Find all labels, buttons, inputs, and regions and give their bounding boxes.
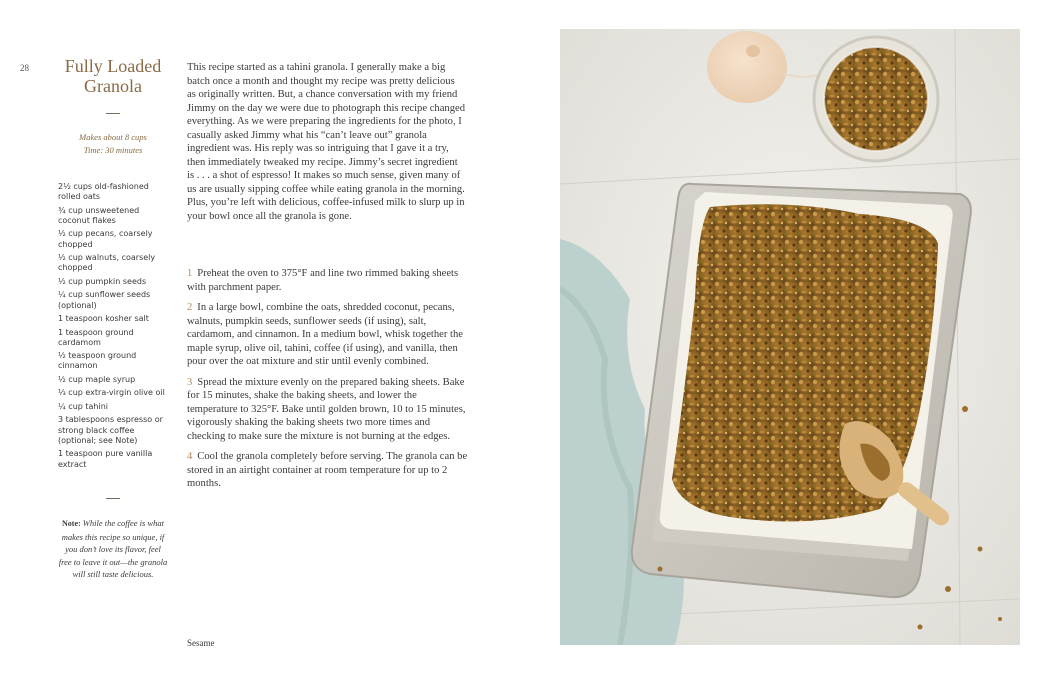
ingredient-item: ¼ cup sunflower seeds (optional) [58,290,151,310]
ingredient-item: ¾ cup unsweetened coconut flakes [58,205,140,225]
granola-photo [560,29,1020,645]
jar-lid-knob [746,45,760,57]
note-divider [106,498,120,499]
ingredient-item: ⅓ cup extra-virgin olive oil [58,388,165,398]
recipe-title-line-1: Fully Loaded [64,56,162,76]
recipe-yield [58,131,168,157]
recipe-title-line-2: Granola [84,76,142,96]
method-step [187,301,469,369]
ingredient-item: 1 teaspoon pure vanilla extract [58,449,153,469]
ingredient-item: ½ cup pecans, coarsely chopped [58,229,153,249]
note-label: Note: [62,519,81,528]
step-number: 3 [187,376,193,388]
jar-lid [707,31,787,103]
granola-photo-illustration [560,29,1020,645]
page-number: 28 [20,63,29,73]
step-number: 4 [187,451,193,462]
ingredient-item: ½ teaspoon ground cinnamon [58,351,137,371]
yield-text: Makes about 8 cups [79,132,147,142]
recipe-intro: This recipe started as a tahini granola. I generally make a big batch once a month and thought my recipe was pretty delicious as originally written. But, a chance conversation with my friend Jimmy on the day we were due to photograph this recipe changed everything. As we were preparing the ingredients for the photo, I casually asked Jimmy what his “can’t leave out” granola ingredient was. His reply was so intriguing that I gave it a try, then immediately tweaked my recipe. Jimmy’s secret ingredient is . . . a shot of espresso! It makes so much sense, given many of us are usually sipping coffee while eating granola in the morning. Plus, you’re left with delicious, coffee-infused milk to slurp up in your bowl once all the granola is gone. [187,62,466,222]
recipe-title [58,56,168,96]
ingredient-item: 1 teaspoon kosher salt [58,314,149,324]
ingredient-item: ½ cup maple syrup [58,374,136,384]
method-step [187,450,469,491]
step-number: 2 [187,302,193,313]
ingredient-item: 3 tablespoons espresso or strong black coffee (optional; see Note) [58,415,163,445]
ingredient-item: ½ cup pumpkin seeds [58,276,147,286]
ingredient-item: 1 teaspoon ground cardamom [58,327,134,347]
ingredient-item: 2½ cups old-fashioned rolled oats [58,182,149,202]
step-text: Cool the granola completely before serving. The granola can be stored in an airtight container at room temperature for up to 2 months. [187,451,468,489]
method-step [187,267,469,294]
time-text: Time: 30 minutes [83,145,143,155]
method-steps [187,267,469,498]
note-text: While the coffee is what makes this recipe so unique, if you don’t love its flavor, feel free to leave it out—the granola will still taste delicious. [58,518,168,579]
method-step [187,376,469,444]
step-text: Preheat the oven to 375°F and line two rimmed baking sheets with parchment paper. [187,268,459,293]
ingredient-list [58,182,173,473]
ingredient-item: ¼ cup tahini [58,401,109,411]
recipe-note [58,517,168,581]
title-divider [106,113,120,114]
step-text: In a large bowl, combine the oats, shredded coconut, pecans, walnuts, pumpkin seeds, sunflower seeds (if using), salt, cardamom, and cinnamon. In a medium bowl, whisk together the maple syrup, olive oil, tahini, coffee (if using), and vanilla, then pour over the oat mixture and stir until evenly combined. [187,302,463,367]
step-text: Spread the mixture evenly on the prepared baking sheets. Bake for 15 minutes, shake the baking sheets, and lower the temperature to 325°F. Bake until golden brown, 10 to 15 minutes, vigorously shaking the baking sheets two more times and checking to make sure the mixture is not burning at the edges. [187,376,466,442]
ingredient-item: ½ cup walnuts, coarsely chopped [58,253,156,273]
page-footer: Sesame [187,638,215,648]
step-number: 1 [187,268,193,279]
